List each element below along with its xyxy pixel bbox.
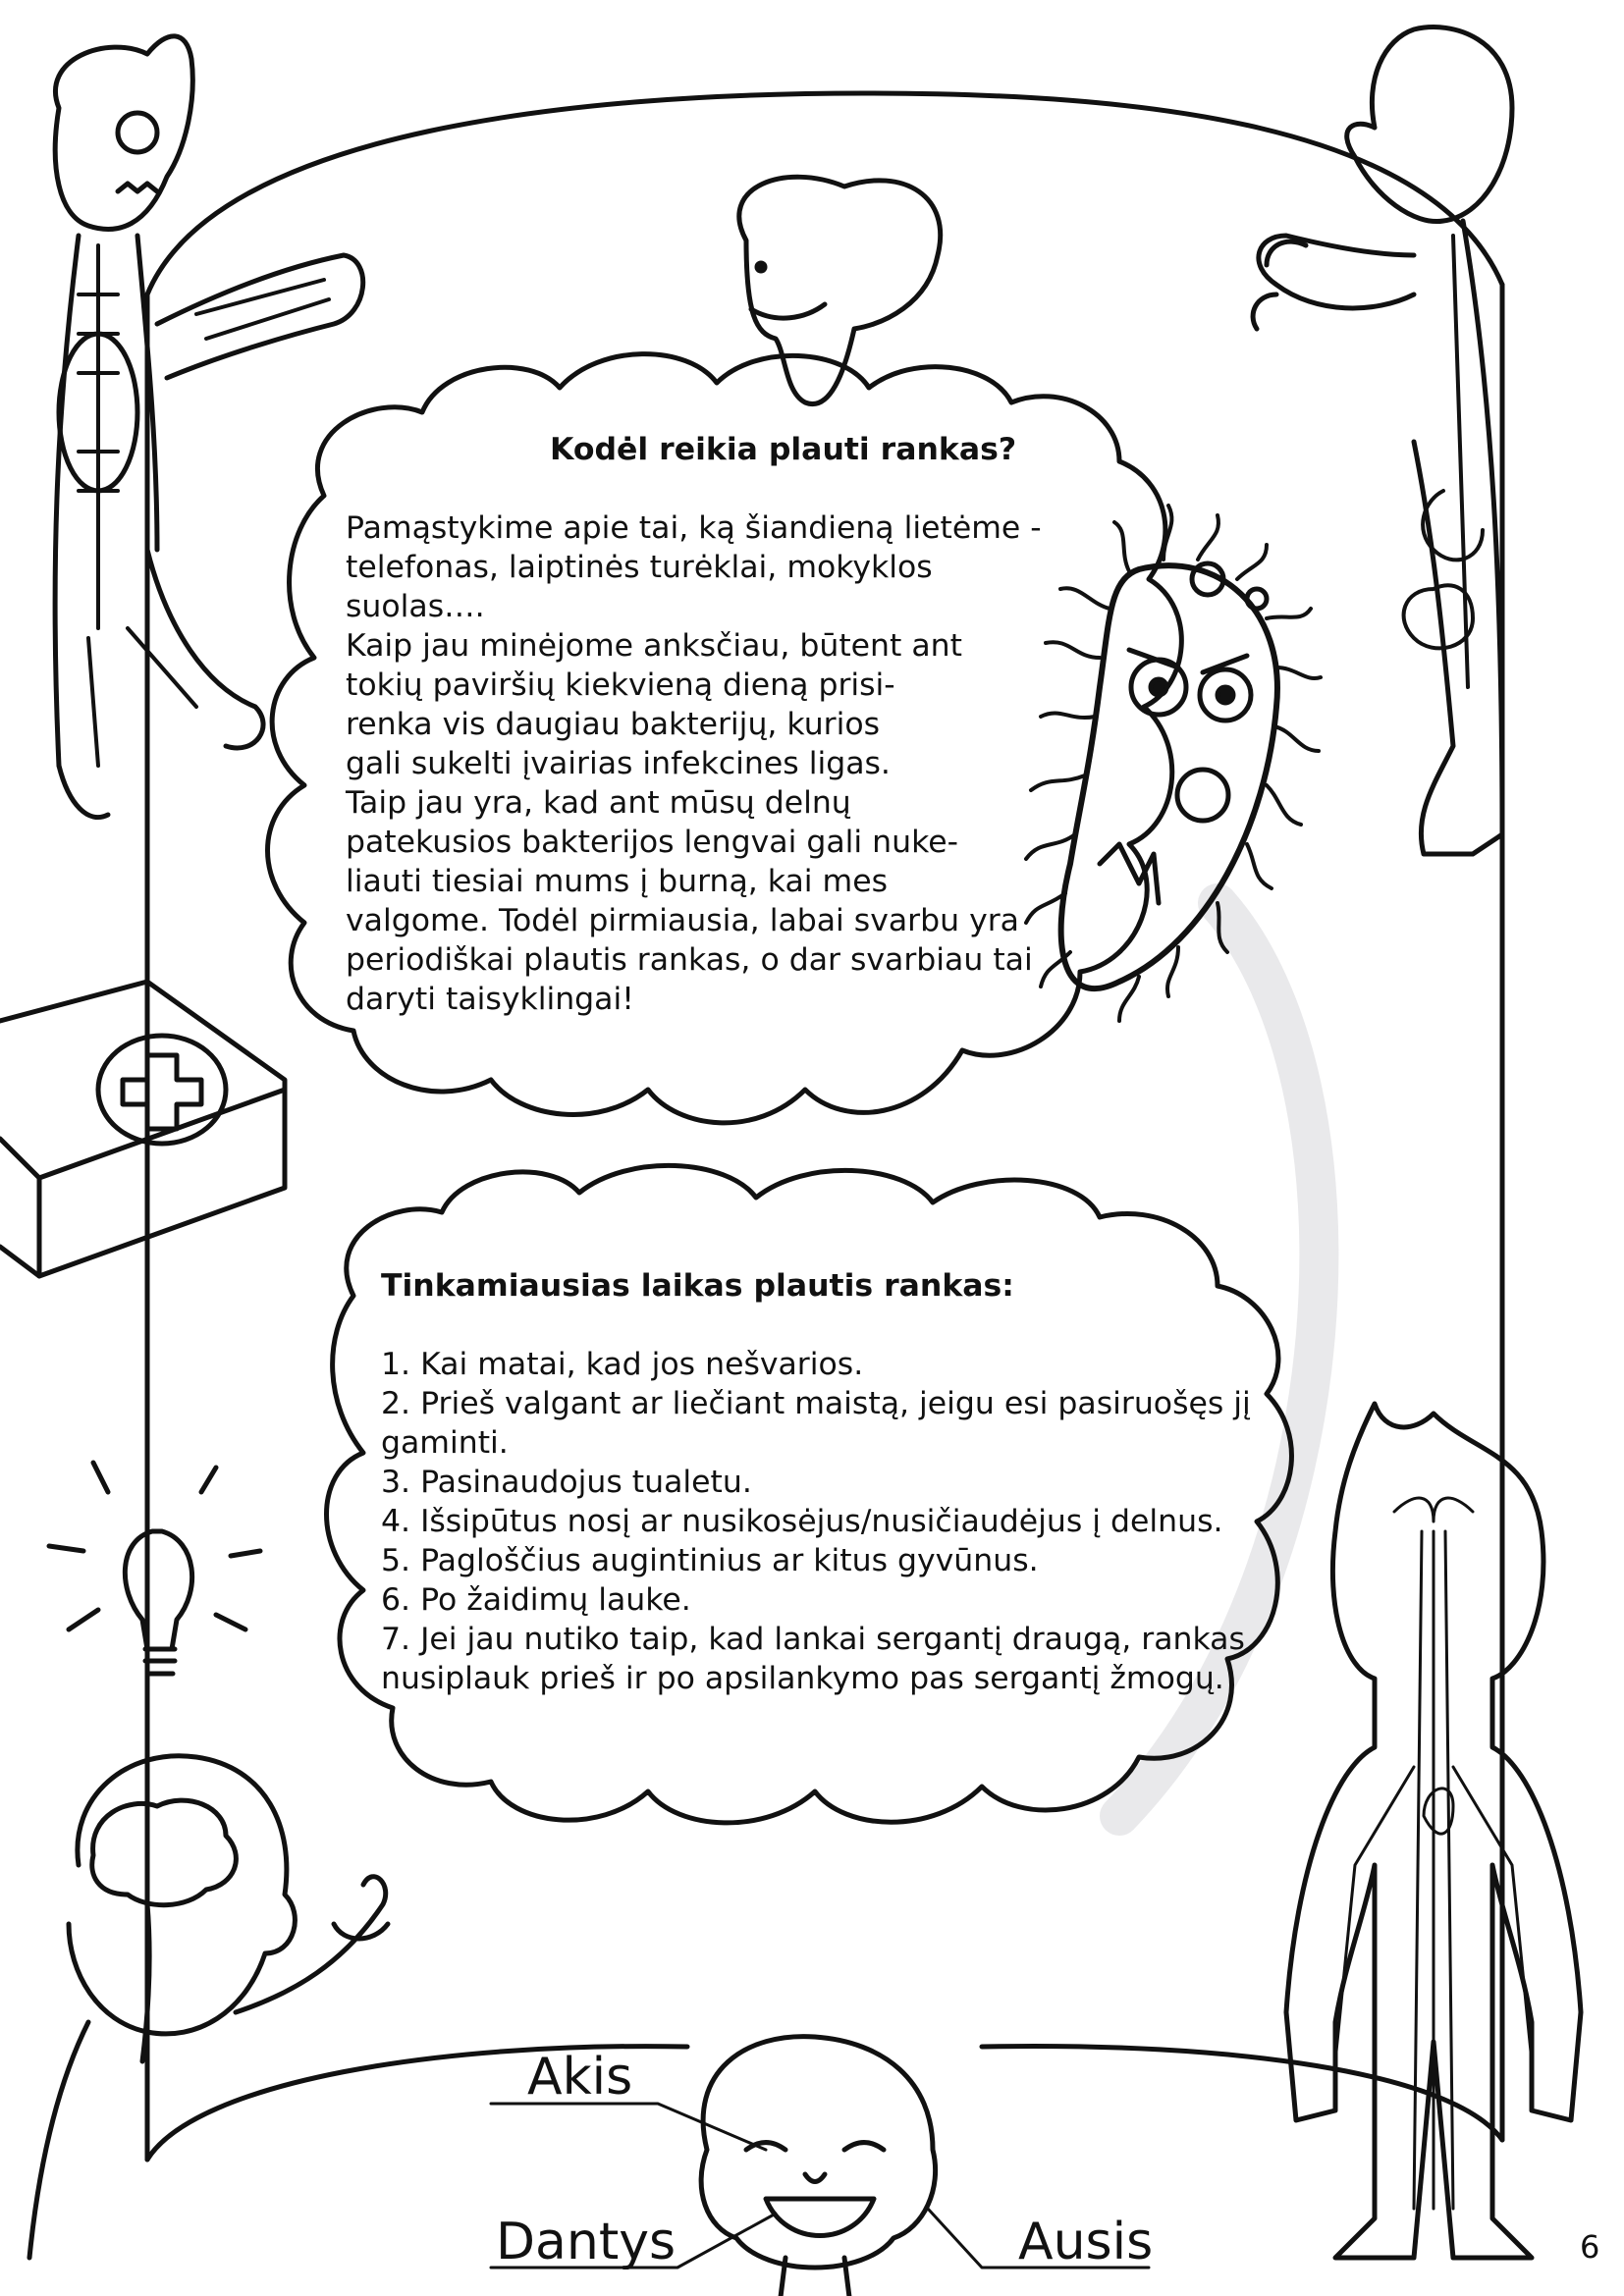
- reason-line: Kaip jau minėjome anksčiau, būtent ant: [346, 628, 963, 664]
- reason-line: periodiškai plautis rankas, o dar svarbiau tai: [346, 942, 1033, 978]
- skeleton-figure-icon: [55, 36, 363, 818]
- reason-line: daryti taisyklingai!: [346, 982, 634, 1017]
- reason-line: suolas….: [346, 589, 485, 624]
- reason-line: patekusios bakterijos lengvai gali nuke-: [346, 825, 958, 860]
- timing-line: 7. Jei jau nutiko taip, kad lankai sergantį draugą, rankas: [381, 1622, 1245, 1657]
- reason-text-block: [346, 430, 1053, 1019]
- first-aid-kit-icon: [0, 982, 285, 1276]
- timing-text-block: [381, 1266, 1284, 1698]
- nervous-system-figure-icon: [1286, 1404, 1581, 2258]
- reason-line: liauti tiesiai mums į burną, kai mes: [346, 864, 889, 899]
- smiling-face-icon: [701, 2037, 935, 2296]
- eye-label: Akis: [527, 2048, 633, 2107]
- reason-line: valgome. Todėl pirmiausia, labai svarbu yra: [346, 903, 1019, 938]
- reason-line: gali sukelti įvairias infekcines ligas.: [346, 746, 891, 781]
- timing-line: 1. Kai matai, kad jos nešvarios.: [381, 1347, 864, 1382]
- teeth-label: Dantys: [496, 2213, 677, 2271]
- reason-line: tokių paviršių kiekvieną dieną prisi-: [346, 667, 895, 703]
- timing-line: 5. Pagloščius augintinius ar kitus gyvūnus.: [381, 1543, 1039, 1578]
- timing-line: gaminti.: [381, 1425, 509, 1461]
- timing-line: nusiplauk prieš ir po apsilankymo pas sergantį žmogų.: [381, 1661, 1224, 1696]
- timing-line: 2. Prieš valgant ar liečiant maistą, jeigu esi pasiruošęs jį: [381, 1386, 1251, 1421]
- page-number: 6: [1580, 2228, 1600, 2266]
- timing-line: 3. Pasinaudojus tualetu.: [381, 1465, 752, 1500]
- digestive-system-figure-icon: [1253, 27, 1512, 854]
- brain-figure-icon: [29, 1756, 388, 2258]
- timing-line: 6. Po žaidimų lauke.: [381, 1582, 691, 1618]
- timing-heading: Tinkamiausias laikas plautis rankas:: [381, 1268, 1014, 1304]
- ear-label: Ausis: [1018, 2213, 1154, 2271]
- timing-line: 4. Išsipūtus nosį ar nusikosėjus/nusičiaudėjus į delnus.: [381, 1504, 1223, 1539]
- light-bulb-icon: [49, 1463, 260, 1674]
- reason-heading: Kodėl reikia plauti rankas?: [550, 432, 1017, 467]
- reason-line: telefonas, laiptinės turėklai, mokyklos: [346, 550, 933, 585]
- reason-line: renka vis daugiau bakterijų, kurios: [346, 707, 881, 742]
- reason-line: Taip jau yra, kad ant mūsų delnų: [346, 785, 851, 821]
- reason-line: Pamąstykime apie tai, ką šiandieną lietėme -: [346, 510, 1042, 546]
